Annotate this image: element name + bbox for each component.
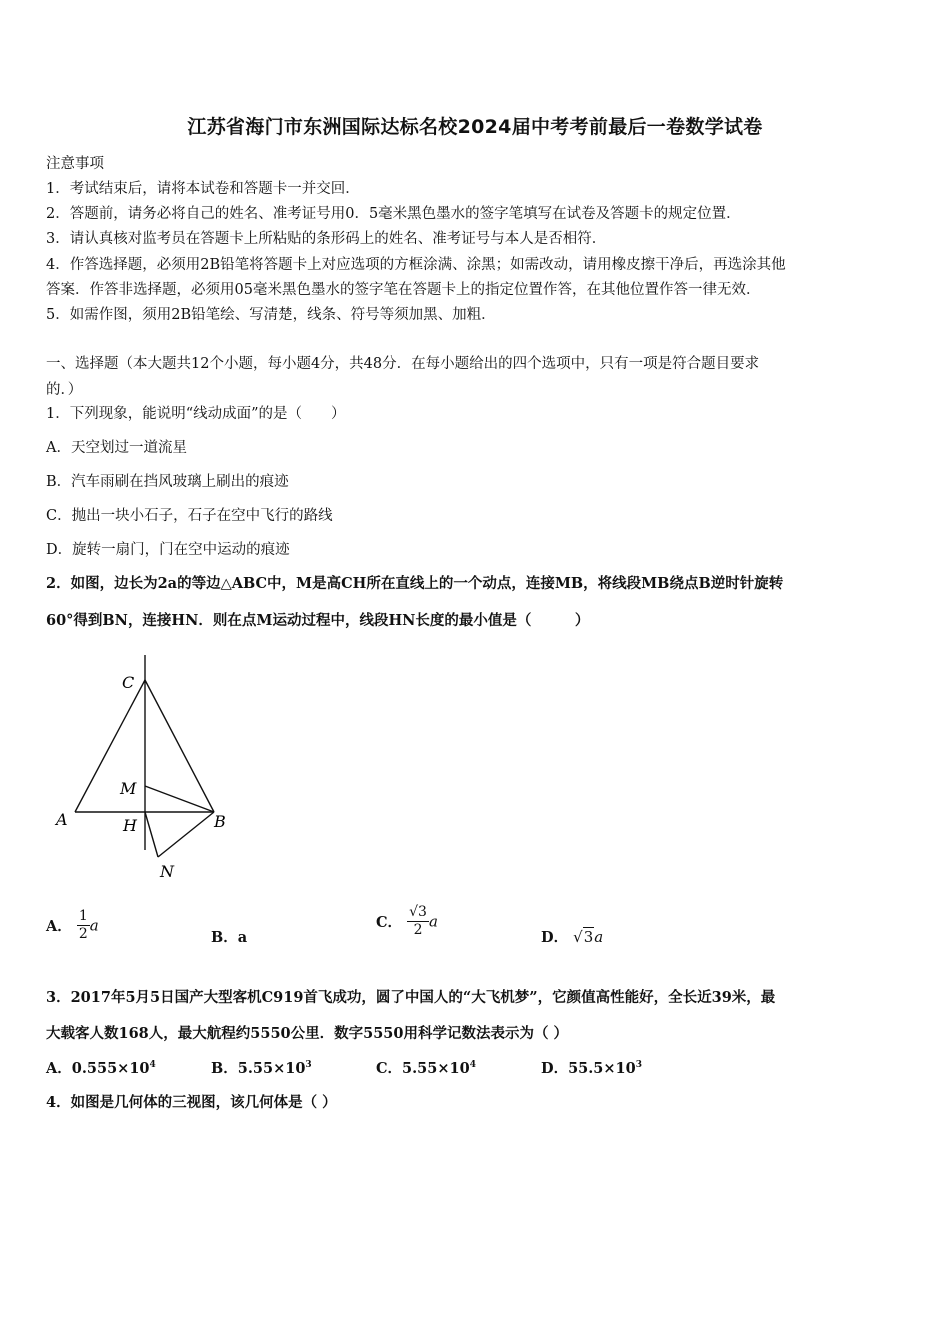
label-h: H <box>123 816 137 835</box>
q3-option-b <box>211 1057 312 1078</box>
q3-option-base: 0.555×10 <box>71 1060 150 1077</box>
q3-option-exponent: 4 <box>149 1060 156 1071</box>
q3-option-exponent: 4 <box>469 1060 476 1071</box>
notice-item: 2．答题前，请务必将自己的姓名、准考证号用0．5毫米黑色墨水的签字笔填写在试卷及答题卡的规定位置． <box>46 206 741 222</box>
notice-item: 1．考试结束后，请将本试卷和答题卡一并交回． <box>46 181 360 197</box>
q3-option-exponent: 3 <box>305 1060 312 1071</box>
variable: a <box>428 912 438 931</box>
q2-option-a <box>46 908 99 943</box>
q3-option-base: 55.5×10 <box>568 1060 636 1077</box>
label-c: C <box>122 673 135 692</box>
section-heading-cont: 的．） <box>46 382 83 398</box>
notice-heading: 注意事项 <box>46 156 104 172</box>
segment-hn <box>145 812 158 857</box>
radicand: 3 <box>583 928 594 946</box>
q1-stem: 1．下列现象，能说明“线动成面”的是（ ） <box>46 406 346 422</box>
q3-option-exponent: 3 <box>635 1060 642 1071</box>
q2-option-b <box>211 926 247 947</box>
q2-triangle-figure <box>50 650 240 890</box>
q3-option-c <box>376 1057 476 1078</box>
q1-option-a: A．天空划过一道流星 <box>46 440 187 456</box>
q1-option-d: D．旋转一扇门，门在空中运动的痕迹 <box>46 542 290 558</box>
fraction <box>77 908 90 943</box>
q3-option-base: 5.55×10 <box>237 1060 306 1077</box>
q3-option-label: B． <box>211 1060 238 1077</box>
page-title: 江苏省海门市东洲国际达标名校2024届中考考前最后一卷数学试卷 <box>187 116 763 138</box>
q4-stem: 4．如图是几何体的三视图，该几何体是（ ） <box>46 1094 337 1111</box>
section-heading: 一、选择题（本大题共12个小题，每小题4分，共48分．在每小题给出的四个选项中，只有一项是符合题目要求 <box>46 356 760 372</box>
q3-option-a <box>46 1057 156 1078</box>
q1-option-c: C．抛出一块小石子，石子在空中飞行的路线 <box>46 508 333 524</box>
q1-option-b: B．汽车雨刷在挡风玻璃上刷出的痕迹 <box>46 474 289 490</box>
notice-item: 5．如需作图，须用2B铅笔绘、写清楚，线条、符号等须加黑、加粗． <box>46 307 496 323</box>
q3-option-base: 5.55×10 <box>402 1060 470 1077</box>
q2-stem-line2: 60°得到BN，连接HN．则在点M运动过程中，线段HN长度的最小值是（ ） <box>46 612 590 629</box>
q2-option-c-label: C． <box>376 914 403 931</box>
q3-option-label: A． <box>46 1060 72 1077</box>
label-n: N <box>160 862 174 881</box>
segment-mb <box>145 786 214 812</box>
q3-option-label: C． <box>376 1060 403 1077</box>
q2-option-d <box>541 926 603 947</box>
fraction <box>407 904 429 939</box>
notice-item: 3．请认真核对监考员在答题卡上所粘贴的条形码上的姓名、准考证号与本人是否相符． <box>46 231 607 247</box>
q3-stem-line2: 大载客人数168人，最大航程约5550公里．数字5550用科学记数法表示为（ ） <box>46 1025 569 1042</box>
square-root: √3 <box>573 928 594 946</box>
label-b: B <box>214 812 226 831</box>
q2-option-d-label: D． <box>541 929 569 946</box>
notice-item: 答案．作答非选择题，必须用05毫米黑色墨水的签字笔在答题卡上的指定位置作答，在其他位置作答一律无效． <box>46 282 761 298</box>
numerator: 1 <box>78 908 88 924</box>
notice-item: 4．作答选择题，必须用2B铅笔将答题卡上对应选项的方框涂满、涂黑；如需改动，请用橡皮擦干净后，再选涂其他 <box>46 257 786 273</box>
q2-option-b-label: B． <box>211 929 238 946</box>
denominator: 2 <box>413 922 423 938</box>
q2-stem-line1: 2．如图，边长为2a的等边△ABC中，M是高CH所在直线上的一个动点，连接MB，将线段MB绕点B逆时针旋转 <box>46 575 784 592</box>
q3-stem-line1: 3．2017年5月5日国产大型客机C919首飞成功，圆了中国人的“大飞机梦”，它颜值高性能好，全长近39米，最 <box>46 989 776 1006</box>
q2-option-c <box>376 904 438 939</box>
denominator: 2 <box>78 926 88 942</box>
label-a: A <box>56 810 68 829</box>
q2-option-b-value: a <box>237 929 248 946</box>
side-cb <box>145 680 214 812</box>
segment-bn <box>158 812 214 857</box>
q3-option-label: D． <box>541 1060 569 1077</box>
variable: a <box>594 928 604 946</box>
label-m: M <box>120 779 137 798</box>
variable: a <box>89 916 99 935</box>
q3-option-d <box>541 1057 642 1078</box>
numerator: √3 <box>409 904 427 920</box>
q2-option-a-label: A． <box>46 918 72 935</box>
